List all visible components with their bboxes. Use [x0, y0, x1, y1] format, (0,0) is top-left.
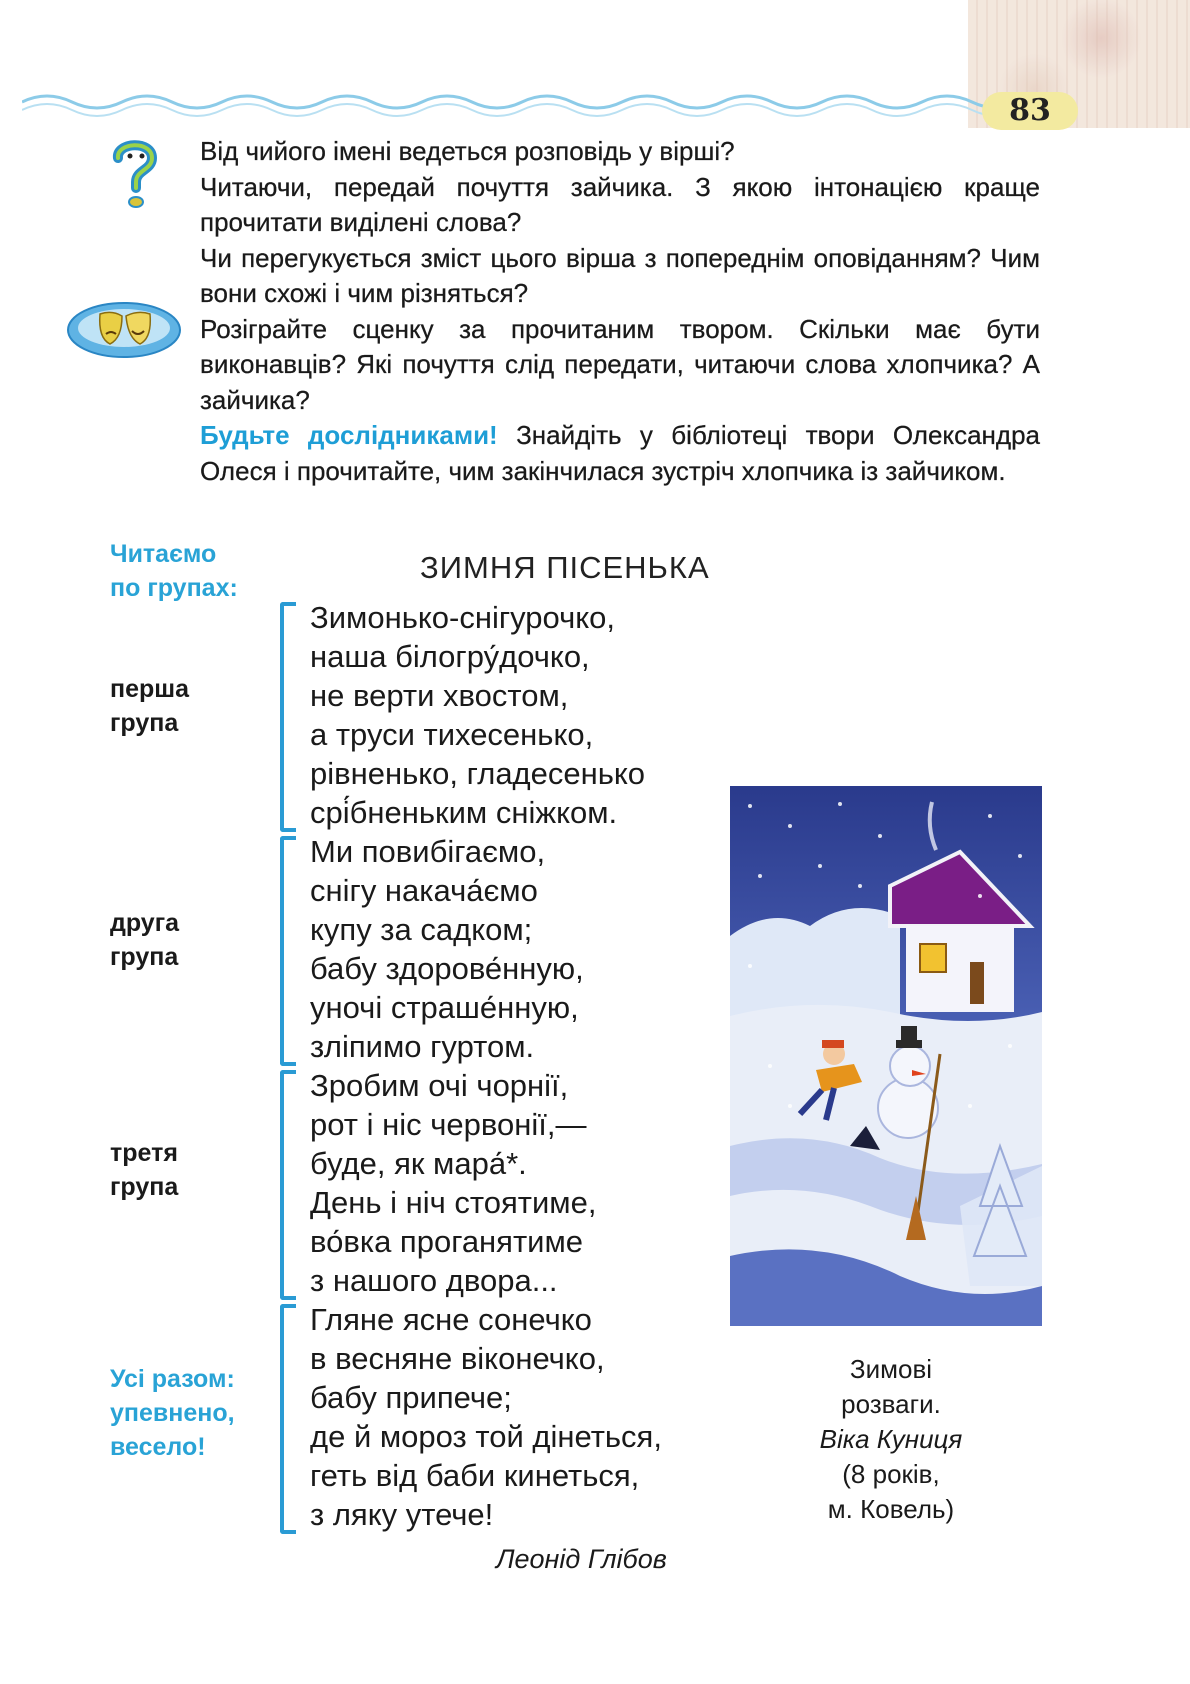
caption-artist: Віка Куниця: [819, 1424, 963, 1454]
poem-line: уночі страше́нную,: [310, 990, 579, 1025]
stanza-bracket: [280, 836, 296, 1066]
poem-line: а труси тихесенько,: [310, 717, 594, 752]
read-by-groups-label: Читаємо по групах:: [110, 540, 238, 602]
poem-line: бабу здорове́нную,: [310, 951, 584, 986]
poem-line: рівненько, гладесенько: [310, 756, 646, 791]
group-1-label: перша група: [110, 675, 190, 737]
poem-title: ЗИМНЯ ПІСЕНЬКА: [420, 550, 710, 585]
poem-line: Зробим очі чорнії,: [310, 1068, 569, 1103]
winter-painting: [730, 786, 1042, 1326]
poem-line: Зимонько-снігурочко,: [310, 600, 616, 635]
all-together-label: Усі разом: упевнено, весело!: [110, 1365, 235, 1461]
poem-line: срі́бненьким сніжком.: [310, 795, 618, 830]
painting-caption: [766, 1352, 1016, 1527]
poem-line: з ляку утече!: [310, 1497, 494, 1532]
poem-line: в весняне віконечко,: [310, 1341, 605, 1376]
caption-title-2: розваги.: [841, 1389, 941, 1419]
poem-line: зліпимо гуртом.: [310, 1029, 535, 1064]
poem-line: снігу накача́ємо: [310, 873, 538, 908]
poem-line: во́вка проганятиме: [310, 1224, 584, 1259]
caption-info-2: м. Ковель): [827, 1494, 955, 1524]
questions-block: [200, 134, 1040, 489]
caption-title-1: Зимові: [849, 1354, 933, 1384]
caption-info-1: (8 років,: [842, 1459, 940, 1489]
question-mark-icon: [106, 136, 164, 210]
poem-author: Леонід Глібов: [496, 1544, 667, 1574]
poem-line: Ми повибігаємо,: [310, 834, 546, 869]
poem-line: буде, як мара́*.: [310, 1146, 527, 1181]
stanza-bracket: [280, 1070, 296, 1300]
poem-line: рот і ніс червонії,—: [310, 1107, 587, 1142]
poem-line: бабу припече;: [310, 1380, 512, 1415]
stanza-bracket: [280, 1304, 296, 1534]
research-highlight: Будьте дослідниками!: [200, 420, 498, 450]
poem-line: купу за садком;: [310, 912, 533, 947]
poem-line: наша білогру́дочко,: [310, 639, 590, 674]
poem-line: геть від баби кинеться,: [310, 1458, 640, 1493]
question-3: Чи перегукується зміст цього вірша з попереднім оповіданням? Чим вони схожі і чим різняться?: [200, 242, 1040, 308]
poem-line: Гляне ясне сонечко: [310, 1302, 592, 1337]
theater-masks-icon: [66, 300, 182, 360]
stanza-bracket: [280, 602, 296, 832]
question-1: Від чийого імені ведеться розповідь у вірші?: [200, 136, 735, 166]
research-task: [200, 418, 1040, 489]
stanza-4: [280, 1300, 840, 1534]
poem-line: не верти хвостом,: [310, 678, 569, 713]
group-2-label: друга група: [110, 909, 180, 971]
question-2: Читаючи, передай почуття зайчика. З якою інтонацією краще прочитати виділені слова?: [200, 171, 1040, 237]
poem-line: День і ніч стоятиме,: [310, 1185, 597, 1220]
wave-divider: [22, 88, 1022, 122]
question-4: Розіграйте сценку за прочитаним твором. Скільки має бути виконавців? Які почуття слід передати, читаючи слова хлопчика? А зайчика?: [200, 313, 1040, 415]
research-text: Знайдіть у бібліотеці твори Олександра Олеся і прочитайте, чим закінчилася зустріч хлопчика із зайчиком.: [200, 420, 1040, 486]
poem-line: де й мороз той дінеться,: [310, 1419, 662, 1454]
group-3-label: третя група: [110, 1139, 179, 1201]
poem-line: з нашого двора...: [310, 1263, 558, 1298]
page-number: 83: [1009, 93, 1051, 128]
